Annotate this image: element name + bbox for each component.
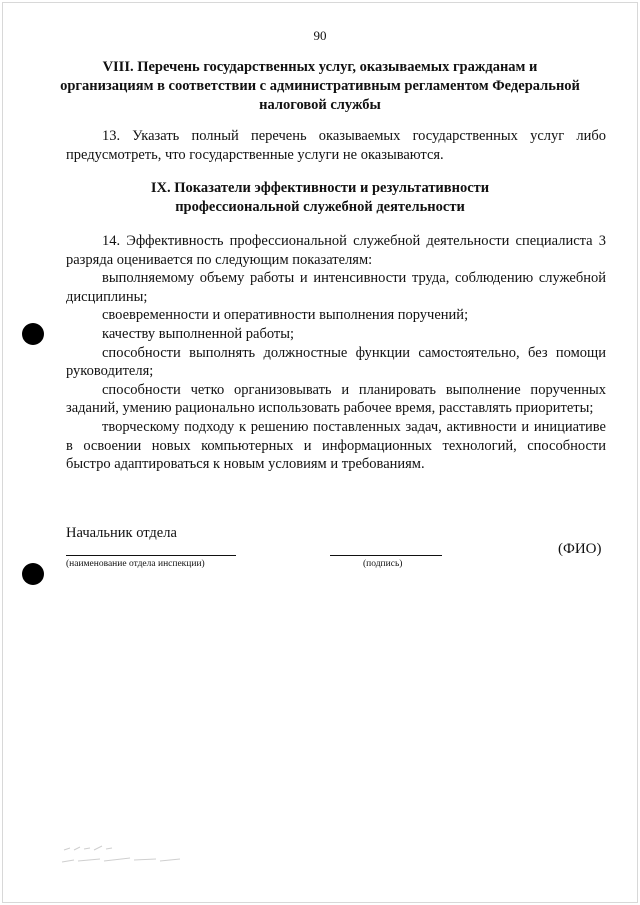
indicator-item: выполняемому объему работы и интенсивности труда, соблюдению служебной дисциплины; xyxy=(66,270,606,305)
dept-caption: (наименование отдела инспекции) xyxy=(66,559,205,569)
indicator-item: своевременности и оперативности выполнения поручений; xyxy=(102,307,469,324)
signature-line xyxy=(330,555,442,556)
punch-hole-upper xyxy=(22,323,44,345)
indicator-item: способности выполнять должностные функции самостоятельно, без помощи руководителя; xyxy=(66,344,606,380)
page-number: 90 xyxy=(313,28,327,43)
paragraph-13 xyxy=(66,127,606,164)
faint-stamp xyxy=(60,842,190,871)
paragraph-14-intro: 14. Эффективность профессиональной служебной деятельности специалиста 3 разряда оценивается по следующим показателям: xyxy=(66,233,606,268)
faint-stamp-mark xyxy=(60,842,190,868)
section-9-title: IX. Показатели эффективности и результативности профессиональной служебной деятельности xyxy=(150,180,490,215)
punch-hole-lower xyxy=(22,563,44,585)
paragraph-13-text: 13. Указать полный перечень оказываемых государственных услуг либо предусмотреть, что государственные услуги не оказываются. xyxy=(66,128,606,163)
section-8-title: VIII. Перечень государственных услуг, оказываемых гражданам и организациям в соответствии с административным регламентом Федеральной налоговой службы xyxy=(60,59,580,113)
signature-position: Начальник отдела xyxy=(66,525,177,541)
signature-caption: (подпись) xyxy=(363,559,403,569)
indicator-item: качеству выполненной работы; xyxy=(102,325,294,342)
indicator-item: творческому подходу к решению поставленных задач, активности и инициативе в освоении новых компьютерных и информационных технологий, способности быстро адаптироваться к новым условиям и требованиям. xyxy=(66,418,606,473)
dept-signature-line xyxy=(66,555,236,556)
indicator-item: способности четко организовывать и планировать выполнение порученных заданий, умению рационально использовать рабочее время, расставлять приоритеты; xyxy=(66,381,606,417)
fio-label: (ФИО) xyxy=(558,541,602,557)
paragraph-14 xyxy=(66,232,606,474)
